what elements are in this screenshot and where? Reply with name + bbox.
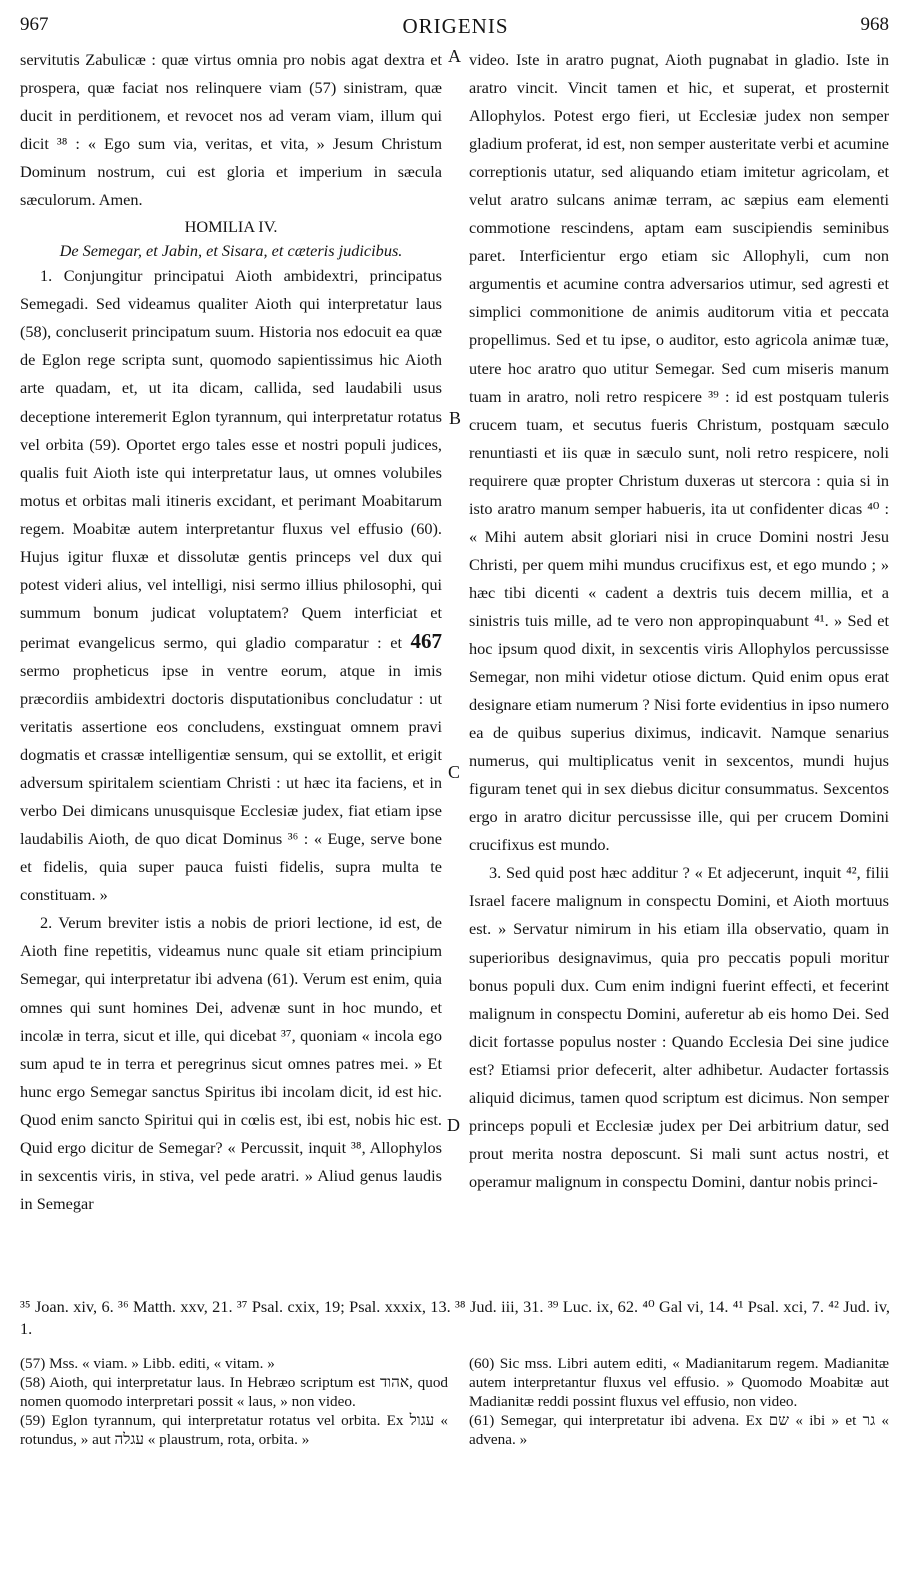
running-title: ORIGENIS [402, 14, 509, 38]
paragraph-section-1-text: 1. Conjungitur principatui Aioth ambidextri, principatus Semegadi. Sed videamus qualiter Aioth qui interpretatur laus (58), concluserit principatum suum. Historia nos edocuit ea quæ de Eglon rege scripta sunt, quomodo sapientissimus hic Aioth arte quadam, et, ut ita dicam, callida, sed laudabili usus deceptione interemerit Eglon tyrannum, qui interpretatur rotatus vel orbita (59). Oportet ergo tales esse et nostri populi judices, qualis fuit Aioth iste qui interpretatur laus, ut omnes volubiles motus et orbitas mali itineris excidant, et perimant Moabitarum regem. Moabitæ autem interpretantur fluxus vel effusio (60). Hujus igitur fluxæ et dissolutæ gentis princeps vel dux qui potest videri alius, vel intelligi, nisi sermo illius philosophi, qui summum bonum judicat voluptatem? Quem interficiat et perimat evangelicus sermo, qui gladio comparatur : et [20, 266, 442, 652]
scripture-references: ³⁵ Joan. xiv, 6. ³⁶ Matth. xxv, 21. ³⁷ Psal. cxix, 19; Psal. xxxix, 13. ³⁸ Jud. iii, 31. ³⁹ Luc. ix, 62. ⁴⁰ Gal vi, 14. ⁴¹ Psal. xci, 7. ⁴² Jud. iv, 1. [20, 1297, 890, 1338]
footnotes-left [20, 1354, 448, 1449]
right-text-column [469, 46, 889, 1196]
footnote-58: (58) Aioth, qui interpretatur laus. In Hebræo scriptum est אהוד, quod nomen quomodo interpretari possit « laus, » non video. [20, 1374, 448, 1410]
paragraph-section-1 [20, 262, 442, 909]
homily-title: HOMILIA IV. [184, 217, 278, 237]
margin-letter-a: A [448, 46, 461, 66]
footnote-57: (57) Mss. « viam. » Libb. editi, « vitam. » [20, 1355, 275, 1372]
right-page-number: 968 [860, 14, 889, 35]
paragraph-section-3: 3. Sed quid post hæc additur ? « Et adjecerunt, inquit ⁴², filii Israel facere malignum in conspectu Domini, et Aioth mortuus est. » Servatur nimirum in his etiam illa observatio, quam in superioribus designavimus, quia pro peccatis populi moritur bonus populi dux. Cum enim indigni fuerint effecti, et fecerint malignum in conspectu Domini, auferetur ab eis homo Dei. Sed dicit fortasse populus noster : Quando Ecclesia Dei sine judice est? Etiamsi prior defecerit, alter adhibetur. Audacter fortassis aliquid dicimus, tamen quod scriptum est dicimus. Non semper princeps populi et Ecclesiæ judex per Dei arbitrium datur, sed prout merita nostra deposcunt. Si mali sunt actus nostri, et operamur malignum in conspectu Domini, dantur nobis princi- [469, 863, 889, 1191]
footnote-59: (59) Eglon tyrannum, qui interpretatur rotatus vel orbita. Ex עגול « rotundus, » aut עגלה « plaustrum, rota, orbita. » [20, 1412, 449, 1448]
footnote-61: (61) Semegar, qui interpretatur ibi advena. Ex שם « ibi » et גר « advena. » [469, 1412, 890, 1448]
footnote-60: (60) Sic mss. Libri autem editi, « Madianitarum regem. Madianitæ autem interpretantur fluxus vel effusio. » Quomodo Moabitæ aut Madianitæ reddi possint fluxus vel effusio, non video. [469, 1355, 889, 1410]
left-text-column [20, 46, 442, 1218]
margin-letter-b: B [449, 408, 462, 428]
left-page-number: 967 [20, 14, 49, 35]
margin-letter-c: C [448, 762, 461, 782]
footnotes-right [469, 1354, 889, 1449]
paragraph-section-1-continued: sermo propheticus ipse in ventre eorum, atque in imis præcordiis ambidextri doctoris disputationibus concludatur : ut veritatis assertione eos concludens, exstinguat omnem pravi dogmatis et crassæ intelligentiæ sensum, qui se extollit, et erigit adversum spiritalem scientiam Christi : ut hæc ita faciens, et in verbo Dei dimicans unusquisque Ecclesiæ judex, fiat etiam ipse laudabilis Aioth, de quo dicat Dominus ³⁶ : « Euge, serve bone et fidelis, quia super pauca fuisti fidelis, supra multa te constituam. » [20, 660, 442, 905]
margin-letter-d: D [447, 1115, 460, 1135]
column-number-marker: 467 [410, 628, 442, 653]
homily-subtitle: De Semegar, et Jabin, et Sisara, et cæteris judicibus. [59, 241, 403, 261]
paragraph-continued: video. Iste in aratro pugnat, Aioth pugnabat in gladio. Iste in aratro vincit. Vincit tamen et hic, et superat, et prosternit Allophylos. Potest ergo fieri, ut Ecclesiæ judex non semper gladium proferat, id est, non semper austeritate verbi et acumine correptionis utatur, sed aliquando etiam imitetur agricolam, et velut aratro sulcans animæ terram, ac sæpius eam elementi commotione rescindens, aptam eam suscipiendis seminibus paret. Interficientur ergo etiam sic Allophyli, cum non argumentis et acumine contra adversarios utimur, sed agresti et simplici commonitione de animis auditorum vitia et peccata propellimus. Sed et tu ipse, o auditor, esto agricola animæ tuæ, utere hoc aratro quo utitur Semegar. Sed cum miseris manum tuam in aratro, noli retro respicere ³⁹ : id est postquam tuleris crucem tuam, et secutus fueris Christum, postquam sæculo renuntiasti et iis quæ in sæculo sunt, noli retro respicere, noli requirere quæ propter Christum duxeras ut stercora : quia si in isto aratro manum semper habueris, ita ut confidenter dicas ⁴⁰ : « Mihi autem absit gloriari nisi in cruce Domini nostri Jesu Christi, per quem mihi mundus crucifixus est, et ego mundo ; » hæc tibi dicenti « cadent a dextris tuis decem millia, et a sinistris tuis mille, ad te vero non appropinquabunt ⁴¹. » Sed et hoc ipsum quod dixit, in sexcentis viris Allophylos percussisse Semegar, non mihi videtur otiose dictum. Quid enim opus erat designare etiam numerum ? Nisi forte evidentius in ipso numero ea de quibus superius diximus, indicavit. Namque senarius numerus, qui multiplicatus venit in sexcentos, mundi hujus figuram tenet qui in sex diebus dicitur consummatus. Sexcentos ergo in aratro dicitur percussisse ille, qui per crucem Domini crucifixus est mundo. [469, 50, 889, 855]
paragraph-section-2: 2. Verum breviter istis a nobis de priori lectione, id est, de Aioth fine repetitis, videamus nunc quale sit etiam principium Semegar, qui interpretatur ibi advena (61). Verum est enim, quia omnes qui sunt homines Dei, advenæ sunt in hoc mundo, et incolæ in terra, sicut et ille, qui dicebat ³⁷, quoniam « incola ego sum apud te in terra et peregrinus sicut omnes patres mei. » Et hunc ergo Semegar sanctus Spiritus ibi incolam dicit, id est hic. Quod enim sancto Spiritui qui in cœlis est, ibi est, nobis hic est. Quid ergo dicitur de Semegar? « Percussit, inquit ³⁸, Allophylos in sexcentis viris, in stiva, vel pede aratri. » Aliud genus laudis in Semegar [20, 913, 442, 1213]
paragraph-closing-homily-iii: servitutis Zabulicæ : quæ virtus omnia pro nobis agat dextra et prospera, quæ faciat nos relinquere viam (57) sinistram, quæ ducit in perditionem, et revocet nos ad veram viam, illum qui dicit ³⁸ : « Ego sum via, veritas, et vita, » Jesum Christum Dominum nostrum, cui est gloria et imperium in sæcula sæculorum. Amen. [20, 50, 442, 210]
